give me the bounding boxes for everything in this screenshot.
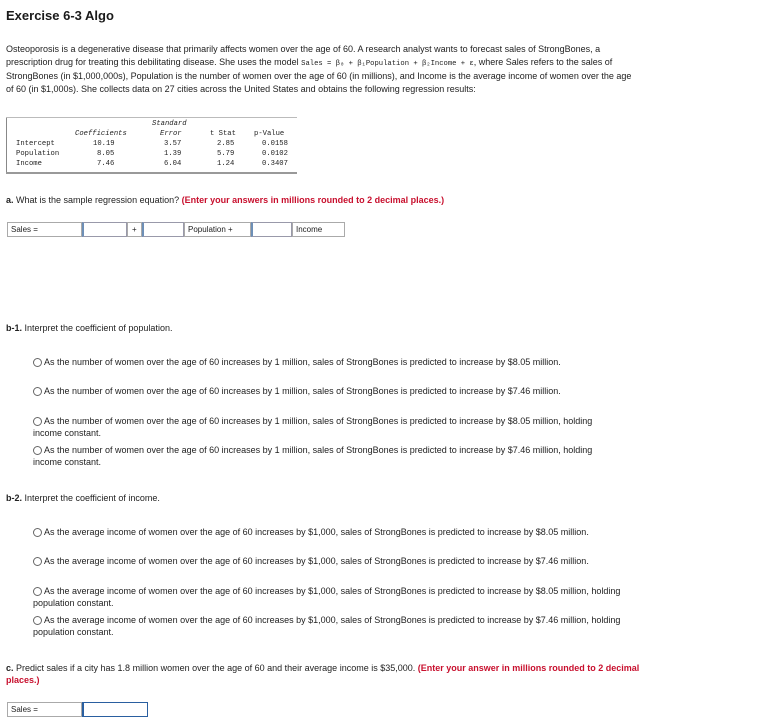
question-b2-text: Interpret the coefficient of income. bbox=[22, 493, 160, 503]
question-c-prefix: c. bbox=[6, 663, 14, 673]
sales-label-c: Sales = bbox=[7, 702, 82, 717]
row-coef: 7.46 bbox=[97, 160, 115, 168]
row-coef: 10.19 bbox=[93, 140, 115, 148]
row-se: 6.04 bbox=[164, 160, 182, 168]
table-bottom-rule bbox=[6, 172, 297, 174]
b2-option-4-text[interactable]: As the average income of women over the age of 60 increases by $1,000, sales of StrongBones is predicted to increase by $7.46 million, holding population constant. bbox=[33, 615, 621, 637]
problem-intro bbox=[6, 43, 636, 95]
row-label: Intercept bbox=[16, 140, 55, 148]
income-label: Income bbox=[292, 222, 345, 237]
header-t-stat: t Stat bbox=[210, 130, 236, 138]
question-a-prefix: a. bbox=[6, 195, 14, 205]
row-se: 3.57 bbox=[164, 140, 182, 148]
intro-text-2: , where Sales refers to the sales of StrongBones (in $1,000,000s), Population is the number of women over the age of 60 (in millions), and Income is the average income of women over the age of 60 (in $1,000s). She collects data on 27 cities across the United States and obtains the following regression results: bbox=[6, 56, 632, 94]
row-coef: 8.05 bbox=[97, 150, 115, 158]
income-coef-input[interactable] bbox=[251, 222, 292, 237]
exercise-title: Exercise 6-3 Algo bbox=[6, 8, 114, 23]
question-a bbox=[6, 195, 444, 205]
row-t: 1.24 bbox=[217, 160, 235, 168]
question-c-text: Predict sales if a city has 1.8 million women over the age of 60 and their average income is $35,000. bbox=[13, 663, 418, 673]
question-b1-prefix: b-1. bbox=[6, 323, 23, 333]
row-p: 0.0102 bbox=[262, 150, 288, 158]
question-c-instruction: (Enter your answer in millions rounded to 2 decimal places.) bbox=[6, 663, 640, 685]
sales-label: Sales = bbox=[7, 222, 82, 237]
intro-text-1: Osteoporosis is a degenerative disease that primarily affects women over the age of 60. A research analyst wants to forecast sales of StrongBones, a prescription drug for treating this debilitating disease. She uses the model bbox=[6, 44, 601, 67]
header-p-value: p-Value bbox=[254, 130, 285, 138]
b2-option-2-text[interactable]: As the average income of women over the age of 60 increases by $1,000, sales of StrongBones is predicted to increase by $7.46 million. bbox=[44, 556, 589, 566]
question-b1 bbox=[6, 323, 172, 333]
question-b1-text: Interpret the coefficient of population. bbox=[22, 323, 173, 333]
header-standard: Standard bbox=[152, 120, 187, 128]
header-coefficients: Coefficients bbox=[75, 130, 127, 138]
b1-option-4-text[interactable]: As the number of women over the age of 60 increases by 1 million, sales of StrongBones is predicted to increase by $7.46 million, holding income constant. bbox=[33, 445, 593, 467]
question-a-instruction: (Enter your answers in millions rounded to 2 decimal places.) bbox=[181, 195, 445, 205]
row-label: Population bbox=[16, 150, 60, 158]
row-p: 0.0158 bbox=[262, 140, 288, 148]
population-label: Population + bbox=[184, 222, 251, 237]
predicted-sales-input[interactable] bbox=[82, 702, 148, 717]
intercept-input[interactable] bbox=[82, 222, 127, 237]
question-c bbox=[6, 662, 646, 686]
b1-option-2-text[interactable]: As the number of women over the age of 60 increases by 1 million, sales of StrongBones is predicted to increase by $7.46 million. bbox=[44, 386, 561, 396]
row-t: 5.79 bbox=[217, 150, 235, 158]
row-se: 1.39 bbox=[164, 150, 182, 158]
row-p: 0.3407 bbox=[262, 160, 288, 168]
population-coef-input[interactable] bbox=[142, 222, 184, 237]
question-b2 bbox=[6, 493, 160, 503]
row-label: Income bbox=[16, 160, 42, 168]
b1-option-1-text[interactable]: As the number of women over the age of 60 increases by 1 million, sales of StrongBones is predicted to increase by $8.05 million. bbox=[44, 357, 561, 367]
question-b2-prefix: b-2. bbox=[6, 493, 23, 503]
b2-option-3-text[interactable]: As the average income of women over the age of 60 increases by $1,000, sales of StrongBones is predicted to increase by $8.05 million, holding population constant. bbox=[33, 586, 621, 608]
b2-option-1-text[interactable]: As the average income of women over the age of 60 increases by $1,000, sales of StrongBones is predicted to increase by $8.05 million. bbox=[44, 527, 589, 537]
model-equation: Sales = β₀ + β₁Population + β₂Income + ε bbox=[301, 59, 474, 68]
row-t: 2.85 bbox=[217, 140, 235, 148]
plus-label: + bbox=[127, 222, 142, 237]
header-error: Error bbox=[160, 130, 182, 138]
question-a-text: What is the sample regression equation? bbox=[13, 195, 182, 205]
b1-option-3-text[interactable]: As the number of women over the age of 60 increases by 1 million, sales of StrongBones is predicted to increase by $8.05 million, holding income constant. bbox=[33, 416, 593, 438]
